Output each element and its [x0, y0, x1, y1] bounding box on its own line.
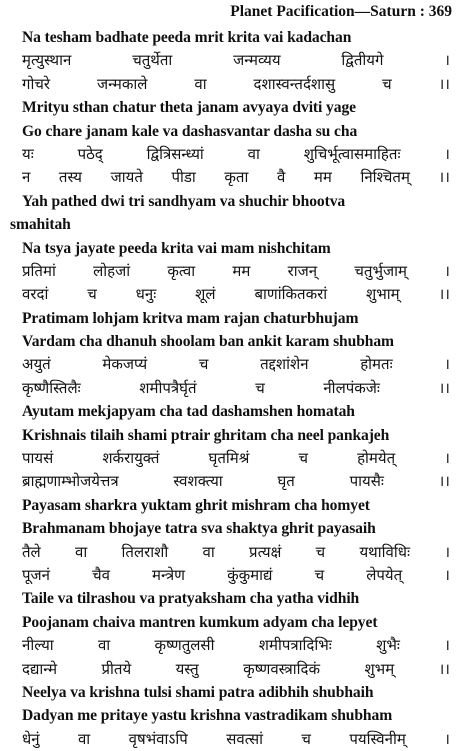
sanskrit-word: शूलं: [195, 285, 216, 304]
sanskrit-verse-line: [10, 377, 454, 400]
sanskrit-word: पयस्विनीम्: [349, 729, 406, 748]
sanskrit-word: ।।: [438, 74, 450, 93]
sanskrit-word: द्वितीयगे: [341, 51, 384, 70]
sanskrit-word: प्रीतये: [101, 659, 132, 678]
sanskrit-word: दद्यान्मे: [22, 659, 58, 678]
sanskrit-word: ।: [444, 261, 450, 280]
transliteration-line: Dadyan me pritaye yastu krishna vastradikam shubham: [22, 707, 393, 725]
sanskrit-word: नील्या: [22, 636, 54, 655]
sanskrit-word: वा: [75, 542, 88, 561]
sanskrit-word: चैव: [92, 565, 110, 584]
sanskrit-word: शर्करायुक्तं: [102, 449, 160, 468]
sanskrit-verse-line: [10, 353, 454, 376]
sanskrit-word: मन्त्रेण: [152, 565, 186, 584]
sanskrit-word: धनुः: [135, 285, 157, 304]
sanskrit-word: दशास्वन्तर्दशासु: [253, 74, 336, 93]
sanskrit-word: च: [255, 378, 265, 397]
transliteration-line: Na tsya jayate peeda krita vai mam nishchitam: [22, 239, 331, 257]
transliteration-line: Taile va tilrashou va pratyaksham cha yatha vidhih: [22, 590, 360, 608]
sanskrit-word: घृतमिश्रं: [208, 449, 250, 468]
sanskrit-word: होमयेत्: [357, 449, 396, 468]
sanskrit-word: प्रत्यक्षं: [249, 542, 282, 561]
running-head: Planet Pacification—Saturn : 369: [230, 3, 452, 20]
transliteration-line: Pratimam lohjam kritva mam rajan chaturbhujam: [22, 309, 359, 327]
sanskrit-word: तस्य: [58, 168, 83, 187]
transliteration-line: Na tesham badhate peeda mrit krita vai kadachan: [22, 29, 352, 46]
sanskrit-verse-line: [10, 73, 454, 96]
sanskrit-word: कृष्णवस्त्रादिकं: [243, 659, 321, 678]
sanskrit-word: च: [314, 565, 325, 584]
sanskrit-word: पठेद्: [77, 144, 103, 163]
sanskrit-word: पायसैः: [349, 472, 384, 491]
sanskrit-word: लेपयेत्: [366, 565, 403, 584]
sanskrit-word: कुंकुमाद्यं: [227, 565, 273, 584]
sanskrit-word: पूजनं: [22, 565, 50, 584]
transliteration-line: Brahmanam bhojaye tatra sva shaktya ghrit payasaih: [22, 520, 376, 538]
sanskrit-verse-line: [10, 166, 454, 189]
sanskrit-word: होमतः: [360, 355, 393, 374]
sanskrit-word: वा: [77, 729, 91, 748]
sanskrit-word: मेकजप्यं: [102, 355, 148, 374]
sanskrit-verse-line: [10, 564, 454, 587]
sanskrit-word: च: [298, 449, 308, 468]
sanskrit-verse-line: [10, 283, 454, 306]
sanskrit-word: चतुर्थेता: [132, 51, 173, 70]
sanskrit-word: पीडा: [171, 168, 196, 187]
sanskrit-word: वै: [276, 168, 286, 187]
sanskrit-word: वा: [97, 636, 111, 655]
sanskrit-word: शुचिर्भूत्वासमाहितः: [303, 144, 401, 163]
transliteration-line: Neelya va krishna tulsi shami patra adibhih shubhaih: [22, 683, 374, 701]
sanskrit-word: मम: [313, 168, 332, 187]
sanskrit-word: ।: [444, 449, 450, 468]
sanskrit-verse-line: [10, 447, 454, 470]
sanskrit-word: च: [198, 355, 209, 374]
sanskrit-word: कृष्णतुलसी: [154, 636, 215, 655]
sanskrit-word: तद्दशांशेन: [260, 355, 309, 374]
sanskrit-word: शमीपत्रैर्घृतं: [139, 378, 197, 397]
transliteration-line: Yah pathed dwi tri sandhyam va shuchir bhootva: [22, 192, 346, 210]
sanskrit-word: ।।: [438, 659, 450, 678]
sanskrit-word: ।।: [438, 168, 450, 187]
sanskrit-verse-line: [10, 260, 454, 283]
sanskrit-verse-line: [10, 470, 454, 493]
sanskrit-word: ।: [444, 636, 450, 655]
sanskrit-word: शमीपत्रादिभिः: [258, 636, 332, 655]
transliteration-line: Krishnais tilaih shami ptrair ghritam cha neel pankajeh: [22, 426, 390, 444]
sanskrit-word: च: [315, 542, 326, 561]
sanskrit-word: कृष्णैस्तिलैः: [22, 378, 81, 397]
transliteration-line: Vardam cha dhanuh shoolam ban ankit karam shubham: [22, 333, 394, 351]
sanskrit-word: मम: [232, 261, 251, 280]
sanskrit-word: न: [22, 168, 31, 187]
sanskrit-word: कृत्वा: [167, 261, 196, 280]
sanskrit-word: जन्मकाले: [96, 74, 148, 93]
transliteration-line: Payasam sharkra yuktam ghrit mishram cha homyet: [22, 496, 370, 514]
sanskrit-word: ।।: [438, 378, 450, 397]
sanskrit-word: जायते: [110, 168, 143, 187]
sanskrit-word: शुभाम्: [366, 285, 400, 304]
sanskrit-word: मृत्युस्थान: [22, 51, 72, 70]
sanskrit-word: घृत: [277, 472, 295, 491]
sanskrit-word: निश्चितम्: [360, 168, 410, 187]
sanskrit-word: ।: [444, 144, 450, 163]
sanskrit-word: लोहजां: [93, 261, 131, 280]
sanskrit-word: तिलराशौ: [121, 542, 169, 561]
sanskrit-word: ।: [444, 355, 450, 374]
sanskrit-word: जन्मव्यय: [233, 51, 281, 70]
sanskrit-word: ।: [444, 729, 450, 748]
transliteration-line: smahitah: [10, 216, 71, 234]
sanskrit-word: सवत्सां: [226, 729, 264, 748]
sanskrit-word: यस्तु: [175, 659, 199, 678]
sanskrit-word: द्वित्रिसन्ध्यां: [146, 144, 204, 163]
sanskrit-verse-line: [10, 49, 454, 72]
sanskrit-word: यः: [22, 144, 34, 163]
sanskrit-word: शुभैः: [376, 636, 400, 655]
sanskrit-word: प्रतिमां: [22, 261, 56, 280]
transliteration-line: Poojanam chaiva mantren kumkum adyam cha lepyet: [22, 613, 378, 631]
sanskrit-verse-line: [10, 634, 454, 657]
sanskrit-word: ।: [444, 542, 450, 561]
sanskrit-word: वा: [202, 542, 215, 561]
verse-block: [10, 26, 454, 751]
sanskrit-word: अयुतं: [22, 355, 51, 374]
sanskrit-word: स्वशक्त्या: [173, 472, 223, 491]
sanskrit-word: पायसं: [22, 449, 54, 468]
sanskrit-word: वृषभंवाऽपि: [128, 729, 188, 748]
sanskrit-word: ।।: [438, 285, 450, 304]
sanskrit-word: शुभम्: [364, 659, 395, 678]
sanskrit-word: च: [301, 729, 311, 748]
sanskrit-word: बाणांकितकरां: [254, 285, 328, 304]
sanskrit-word: गोचरे: [22, 74, 50, 93]
sanskrit-word: च: [87, 285, 97, 304]
sanskrit-verse-line: [10, 728, 454, 751]
sanskrit-verse-line: [10, 658, 454, 681]
transliteration-line: Ayutam mekjapyam cha tad dashamshen homatah: [22, 403, 355, 421]
sanskrit-word: यथाविधिः: [359, 542, 411, 561]
sanskrit-word: च: [382, 74, 392, 93]
transliteration-line: Mrityu sthan chatur theta janam avyaya dviti yage: [22, 99, 356, 117]
sanskrit-word: तैले: [22, 542, 41, 561]
sanskrit-word: ।: [444, 51, 450, 70]
sanskrit-word: ।: [444, 565, 450, 584]
sanskrit-word: धेनुं: [22, 729, 40, 748]
sanskrit-word: राजन्: [287, 261, 318, 280]
sanskrit-verse-line: [10, 143, 454, 166]
sanskrit-word: चतुर्भुजाम्: [354, 261, 407, 280]
sanskrit-word: ।।: [438, 472, 450, 491]
transliteration-line: Go chare janam kale va dashasvantar dasha su cha: [22, 122, 358, 140]
sanskrit-word: ब्राह्मणाम्भोजयेत्तत्र: [22, 472, 119, 491]
sanskrit-verse-line: [10, 541, 454, 564]
sanskrit-word: नीलपंकजेः: [323, 378, 380, 397]
sanskrit-word: वा: [194, 74, 207, 93]
sanskrit-word: कृता: [224, 168, 249, 187]
sanskrit-word: वरदां: [22, 285, 49, 304]
sanskrit-word: वा: [247, 144, 260, 163]
